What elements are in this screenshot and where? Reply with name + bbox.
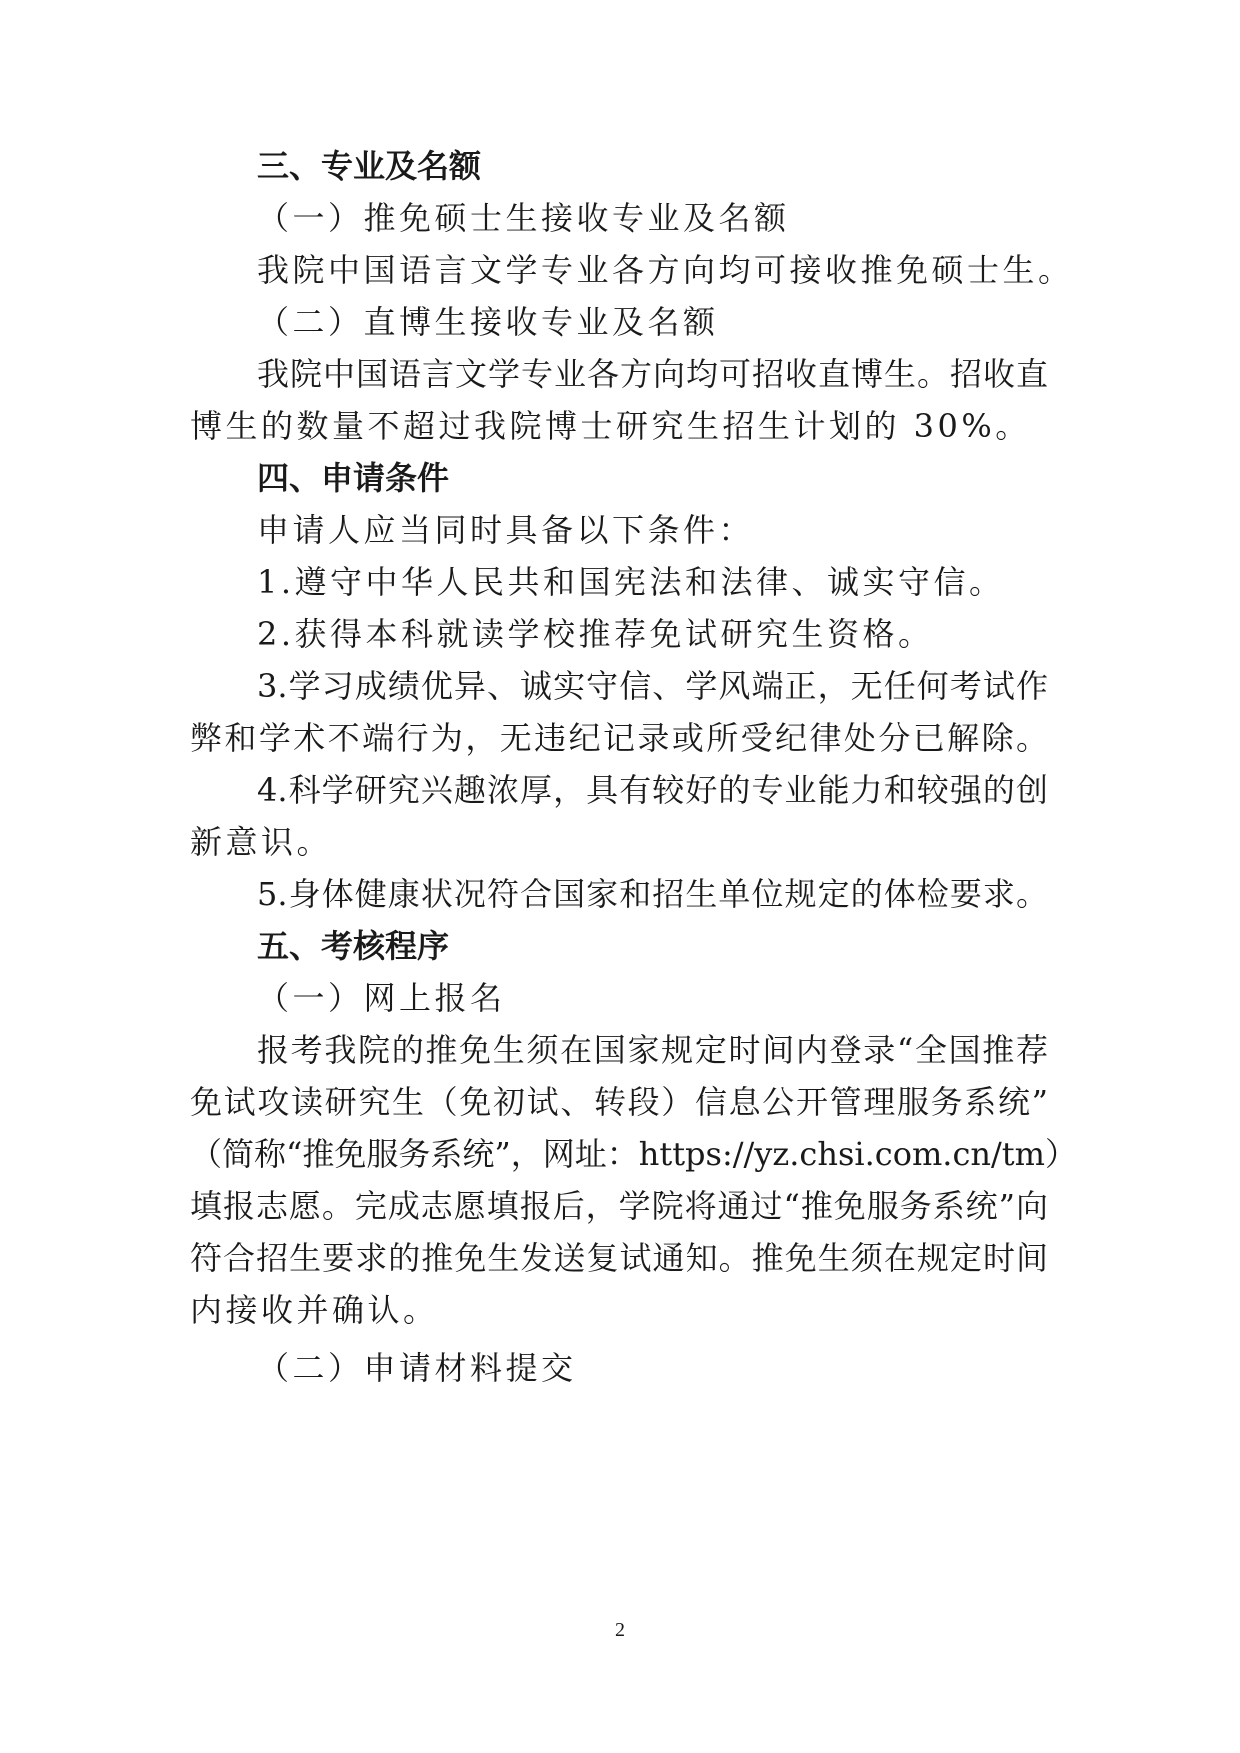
subheading-application-materials: （二）申请材料提交 [257,1349,577,1387]
condition-item-4: 4.科学研究兴趣浓厚，具有较好的专业能力和较强的创 [257,771,1048,809]
paragraph-line: 符合招生要求的推免生发送复试通知。推免生须在规定时间 [190,1239,1048,1277]
condition-item-3-continued: 弊和学术不端行为，无违纪记录或所受纪律处分已解除。 [190,719,1048,757]
subheading-online-registration: （一）网上报名 [257,979,506,1017]
condition-item-4-continued: 新意识。 [190,823,333,861]
section-heading-procedure: 五、考核程序 [257,927,450,965]
section-heading-majors: 三、专业及名额 [257,147,482,185]
paragraph-line: 申请人应当同时具备以下条件： [257,511,755,549]
subheading-master-majors: （一）推免硕士生接收专业及名额 [257,199,790,237]
condition-item-2: 2.获得本科就读学校推荐免试研究生资格。 [257,615,934,653]
paragraph-line-with-url: （简称“推免服务系统”，网址：https://yz.chsi.com.cn/tm） [190,1135,1077,1173]
paragraph-line: 内接收并确认。 [190,1291,439,1329]
condition-item-3: 3.学习成绩优异、诚实守信、学风端正，无任何考试作 [257,667,1048,705]
paragraph-line: 我院中国语言文学专业各方向均可招收直博生。招收直 [257,355,1048,393]
paragraph-line: 报考我院的推免生须在国家规定时间内登录“全国推荐 [257,1031,1048,1069]
paragraph-line: 博生的数量不超过我院博士研究生招生计划的 30%。 [190,407,1031,445]
section-heading-conditions: 四、申请条件 [257,459,450,497]
paragraph-line: 免试攻读研究生（免初试、转段）信息公开管理服务系统” [190,1083,1048,1121]
subheading-direct-phd-majors: （二）直博生接收专业及名额 [257,303,719,341]
paragraph-line: 填报志愿。完成志愿填报后，学院将通过“推免服务系统”向 [190,1187,1048,1225]
condition-item-5: 5.身体健康状况符合国家和招生单位规定的体检要求。 [257,875,1048,913]
page-number: 2 [615,1619,625,1641]
paragraph-line: 我院中国语言文学专业各方向均可接收推免硕士生。 [257,251,1074,289]
condition-item-1: 1.遵守中华人民共和国宪法和法律、诚实守信。 [257,563,1005,601]
